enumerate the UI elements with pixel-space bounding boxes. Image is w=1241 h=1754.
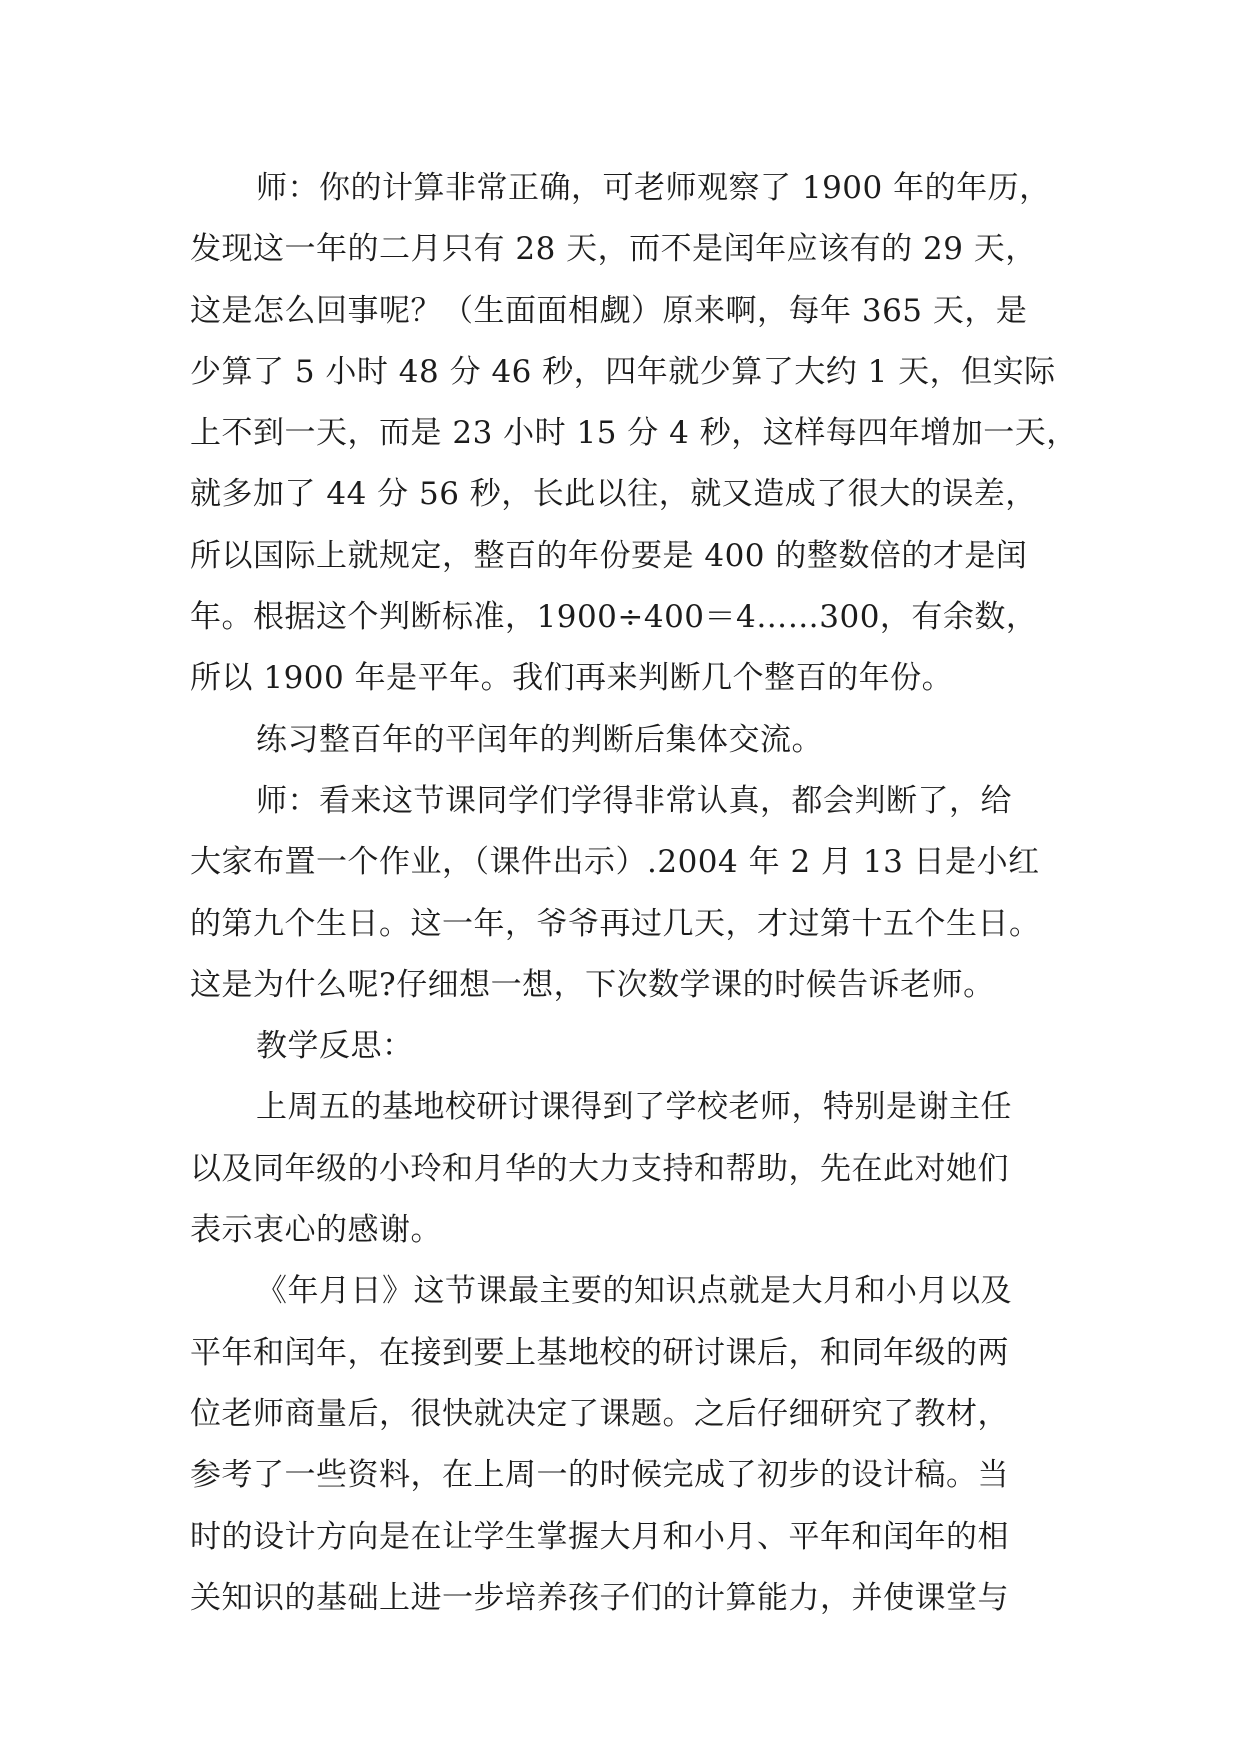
text-line: 大家布置一个作业，（课件出示）.2004 年 2 月 13 日是小红	[190, 844, 1040, 881]
text-line: 《年月日》这节课最主要的知识点就是大月和小月以及	[256, 1273, 1012, 1310]
text-line: 就多加了 44 分 56 秒，长此以往，就又造成了很大的误差，	[190, 476, 1037, 513]
text-line: 师：看来这节课同学们学得非常认真，都会判断了，给	[256, 782, 1012, 819]
text-line: 这是怎么回事呢？（生面面相觑）原来啊，每年 365 天，是	[190, 292, 1028, 329]
text-line: 平年和闰年，在接到要上基地校的研讨课后，和同年级的两	[190, 1334, 1009, 1371]
text-line: 时的设计方向是在让学生掌握大月和小月、平年和闰年的相	[190, 1518, 1009, 1555]
text-line: 发现这一年的二月只有 28 天，而不是闰年应该有的 29 天，	[190, 231, 1037, 268]
text-line: 年。根据这个判断标准，1900÷400＝4……300，有余数，	[190, 599, 1038, 636]
section-heading: 教学反思：	[256, 1028, 414, 1065]
text-line: 少算了 5 小时 48 分 46 秒，四年就少算了大约 1 天，但实际	[190, 353, 1056, 390]
text-line: 以及同年级的小玲和月华的大力支持和帮助，先在此对她们	[190, 1150, 1009, 1187]
text-line: 表示衷心的感谢。	[190, 1212, 442, 1249]
text-line: 所以 1900 年是平年。我们再来判断几个整百的年份。	[190, 660, 954, 697]
text-line: 上周五的基地校研讨课得到了学校老师，特别是谢主任	[256, 1089, 1012, 1126]
text-line: 师：你的计算非常正确，可老师观察了 1900 年的年历，	[256, 170, 1051, 206]
text-line: 关知识的基础上进一步培养孩子们的计算能力，并使课堂与	[190, 1579, 1009, 1616]
document-body	[190, 158, 1078, 1629]
text-line: 这是为什么呢?仔细想一想，下次数学课的时候告诉老师。	[190, 966, 995, 1003]
text-line: 位老师商量后，很快就决定了课题。之后仔细研究了教材，	[190, 1395, 1009, 1432]
text-line: 的第九个生日。这一年，爷爷再过几天，才过第十五个生日。	[190, 905, 1041, 942]
text-line: 所以国际上就规定，整百的年份要是 400 的整数倍的才是闰	[190, 537, 1028, 574]
text-line: 练习整百年的平闰年的判断后集体交流。	[256, 721, 823, 758]
text-line: 参考了一些资料，在上周一的时候完成了初步的设计稿。当	[190, 1457, 1009, 1494]
text-line: 上不到一天，而是 23 小时 15 分 4 秒，这样每四年增加一天，	[190, 415, 1078, 452]
